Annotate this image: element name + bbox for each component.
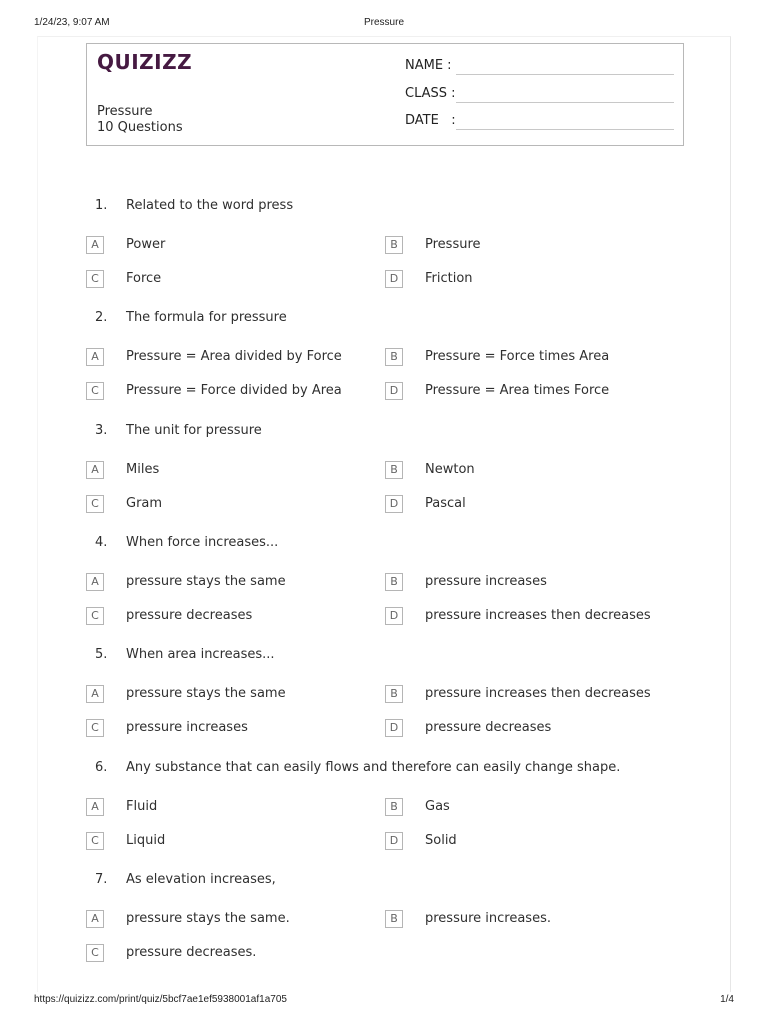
option-letter-box: B [385, 685, 403, 703]
question-number: 2. [95, 310, 108, 325]
option-text: Fluid [126, 799, 158, 814]
option-text: Newton [425, 462, 475, 477]
option-text: Friction [425, 271, 473, 286]
option-text: Pressure = Area times Force [425, 383, 610, 398]
question-text: When force increases... [126, 535, 279, 550]
answer-option[interactable] [385, 382, 675, 400]
option-text: Liquid [126, 833, 166, 848]
question-number: 6. [95, 760, 108, 775]
option-letter-box: D [385, 832, 403, 850]
question-number: 7. [95, 872, 108, 887]
option-text: pressure increases then decreases [425, 608, 651, 623]
answer-option[interactable] [86, 607, 376, 625]
answer-option[interactable] [385, 719, 675, 737]
option-text: Pascal [425, 496, 466, 511]
answer-option[interactable] [86, 236, 376, 254]
option-letter-box: A [86, 685, 104, 703]
option-text: pressure decreases. [126, 945, 257, 960]
option-text: Pressure = Force times Area [425, 349, 610, 364]
option-letter-box: A [86, 910, 104, 928]
answer-option[interactable] [385, 607, 675, 625]
option-letter-box: A [86, 798, 104, 816]
answer-option[interactable] [86, 685, 376, 703]
option-text: Pressure = Area divided by Force [126, 349, 342, 364]
answer-option[interactable] [86, 495, 376, 513]
question-text: The unit for pressure [126, 423, 262, 438]
answer-option[interactable] [86, 719, 376, 737]
answer-option[interactable] [86, 270, 376, 288]
option-text: Pressure = Force divided by Area [126, 383, 342, 398]
answer-option[interactable] [86, 461, 376, 479]
question-number: 1. [95, 198, 108, 213]
option-text: Force [126, 271, 162, 286]
answer-option[interactable] [385, 461, 675, 479]
question-text: As elevation increases, [126, 872, 276, 887]
option-text: Solid [425, 833, 457, 848]
option-letter-box: B [385, 236, 403, 254]
date-field[interactable] [456, 129, 674, 130]
print-datetime: 1/24/23, 9:07 AM [34, 17, 110, 28]
question-count: 10 Questions [97, 120, 183, 135]
answer-option[interactable] [385, 270, 675, 288]
question-text: The formula for pressure [126, 310, 287, 325]
option-text: Gram [126, 496, 163, 511]
answer-option[interactable] [385, 910, 675, 928]
option-text: Power [126, 237, 166, 252]
option-letter-box: B [385, 573, 403, 591]
date-label: DATE : [405, 113, 456, 128]
answer-option[interactable] [86, 832, 376, 850]
option-text: pressure decreases [126, 608, 253, 623]
name-field[interactable] [456, 74, 674, 75]
option-letter-box: D [385, 719, 403, 737]
class-label: CLASS : [405, 86, 456, 101]
print-title: Pressure [363, 17, 404, 28]
answer-option[interactable] [86, 382, 376, 400]
option-text: pressure stays the same. [126, 911, 290, 926]
option-letter-box: B [385, 798, 403, 816]
option-letter-box: D [385, 382, 403, 400]
option-letter-box: A [86, 236, 104, 254]
option-letter-box: A [86, 348, 104, 366]
question-text: When area increases... [126, 647, 275, 662]
question-text: Any substance that can easily flows and therefore can easily change shape. [126, 760, 621, 775]
option-letter-box: D [385, 607, 403, 625]
option-letter-box: B [385, 348, 403, 366]
option-text: pressure stays the same [126, 574, 286, 589]
option-text: Miles [126, 462, 160, 477]
option-letter-box: A [86, 461, 104, 479]
quiz-header-box [86, 43, 684, 146]
name-label: NAME : [405, 58, 452, 73]
answer-option[interactable] [86, 573, 376, 591]
quiz-title: Pressure [97, 104, 153, 119]
option-letter-box: C [86, 719, 104, 737]
option-text: pressure increases [425, 574, 547, 589]
answer-option[interactable] [385, 573, 675, 591]
quizizz-logo: QUIZIZZ [97, 50, 193, 74]
option-letter-box: D [385, 495, 403, 513]
page-number: 1/4 [720, 994, 734, 1005]
question-number: 5. [95, 647, 108, 662]
answer-option[interactable] [86, 944, 376, 962]
question-number: 4. [95, 535, 108, 550]
print-footer [0, 994, 768, 1008]
option-letter-box: C [86, 944, 104, 962]
option-letter-box: C [86, 382, 104, 400]
option-text: Gas [425, 799, 450, 814]
option-letter-box: D [385, 270, 403, 288]
option-text: Pressure [425, 237, 481, 252]
option-letter-box: C [86, 832, 104, 850]
answer-option[interactable] [86, 798, 376, 816]
option-text: pressure decreases [425, 720, 552, 735]
option-letter-box: C [86, 607, 104, 625]
answer-option[interactable] [385, 236, 675, 254]
answer-option[interactable] [385, 685, 675, 703]
option-text: pressure increases then decreases [425, 686, 651, 701]
option-text: pressure increases [126, 720, 248, 735]
answer-option[interactable] [86, 910, 376, 928]
print-header [0, 17, 768, 31]
print-url: https://quizizz.com/print/quiz/5bcf7ae1ef5938001af1a705 [34, 994, 287, 1005]
option-letter-box: B [385, 461, 403, 479]
answer-option[interactable] [385, 798, 675, 816]
answer-option[interactable] [385, 495, 675, 513]
option-text: pressure stays the same [126, 686, 286, 701]
answer-option[interactable] [385, 348, 675, 366]
option-letter-box: C [86, 270, 104, 288]
option-text: pressure increases. [425, 911, 551, 926]
option-letter-box: A [86, 573, 104, 591]
option-letter-box: C [86, 495, 104, 513]
class-field[interactable] [456, 102, 674, 103]
answer-option[interactable] [385, 832, 675, 850]
answer-option[interactable] [86, 348, 376, 366]
option-letter-box: B [385, 910, 403, 928]
question-number: 3. [95, 423, 108, 438]
question-text: Related to the word press [126, 198, 294, 213]
